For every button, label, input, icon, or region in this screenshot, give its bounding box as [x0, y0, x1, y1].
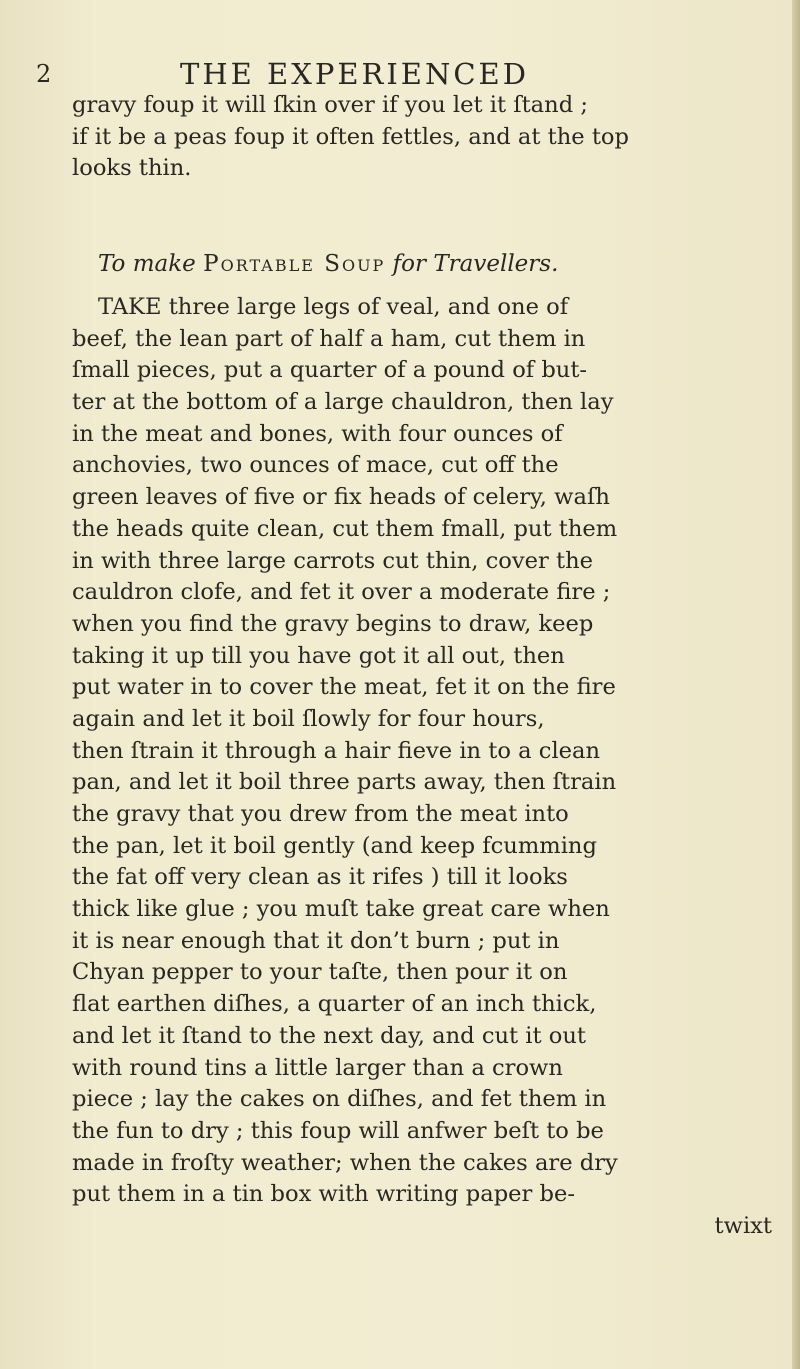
- intro-paragraph: [72, 90, 772, 185]
- text-line: the heads quite clean, cut them fmall, put them: [72, 515, 618, 542]
- recipe-title-part: Portable Soup: [203, 251, 386, 277]
- text-line: TAKE three large legs of veal, and one of: [98, 294, 569, 320]
- text-line: beef, the lean part of half a ham, cut them in: [72, 325, 586, 352]
- recipe-paragraph: [72, 292, 772, 1243]
- text-line: with round tins a little larger than a crown: [72, 1054, 563, 1081]
- text-line: ter at the bottom of a large chauldron, then lay: [72, 389, 614, 416]
- text-line: the fat off very clean as it rifes ) till it looks: [72, 864, 568, 891]
- text-line: in with three large carrots cut thin, cover the: [72, 547, 594, 574]
- text-line: looks thin.: [72, 155, 192, 182]
- text-line: if it be a peas foup it often fettles, and at the top: [72, 123, 629, 150]
- recipe-title-part: Travellers.: [433, 251, 559, 277]
- text-line: anchovies, two ounces of mace, cut off the: [72, 452, 559, 479]
- page-header: [0, 56, 800, 92]
- text-line: gravy foup it will ſkin over if you let it ſtand ;: [72, 92, 588, 118]
- text-line: thick like glue ; you muſt take great care when: [72, 896, 610, 923]
- recipe-title: [72, 244, 772, 284]
- text-line: green leaves of five or fix heads of celery, waſh: [72, 484, 610, 511]
- text-line: pan, and let it boil three parts away, then ſtrain: [72, 769, 617, 796]
- text-line: it is near enough that it don’t burn ; put in: [72, 927, 560, 954]
- text-line: and let it ſtand to the next day, and cut it out: [72, 1022, 587, 1049]
- text-line: flat earthen diſhes, a quarter of an inch thick,: [72, 991, 597, 1018]
- text-line: taking it up till you have got it all out, then: [72, 642, 565, 669]
- text-line: put them in a tin box with writing paper be-: [72, 1181, 575, 1208]
- text-line: the fun to dry ; this foup will anfwer beſt to be: [72, 1117, 604, 1144]
- recipe-title-part: To make: [98, 251, 204, 277]
- page-number: 2: [36, 60, 52, 88]
- page-edge: [792, 0, 800, 1369]
- text-line: then ſtrain it through a hair fieve in to a clean: [72, 737, 601, 764]
- text-line: the pan, let it boil gently (and keep fcumming: [72, 832, 597, 859]
- text-line: again and let it boil ſlowly for four hours,: [72, 705, 545, 732]
- text-line: the gravy that you drew from the meat into: [72, 801, 569, 827]
- text-line: ſmall pieces, put a quarter of a pound of but-: [72, 357, 588, 384]
- text-line: when you find the gravy begins to draw, keep: [72, 610, 594, 637]
- text-line: in the meat and bones, with four ounces of: [72, 420, 563, 447]
- text-line: made in froſty weather; when the cakes are dry: [72, 1149, 618, 1176]
- text-line: cauldron clofe, and fet it over a moderate fire ;: [72, 579, 611, 606]
- text-line: put water in to cover the meat, fet it on the fire: [72, 674, 616, 701]
- recipe-title-part: for: [385, 251, 434, 277]
- catchword: twixt: [714, 1212, 772, 1239]
- text-line: Chyan pepper to your taſte, then pour it on: [72, 959, 568, 986]
- running-head: THE EXPERIENCED: [180, 57, 529, 91]
- text-line: piece ; lay the cakes on diſhes, and fet them in: [72, 1086, 607, 1113]
